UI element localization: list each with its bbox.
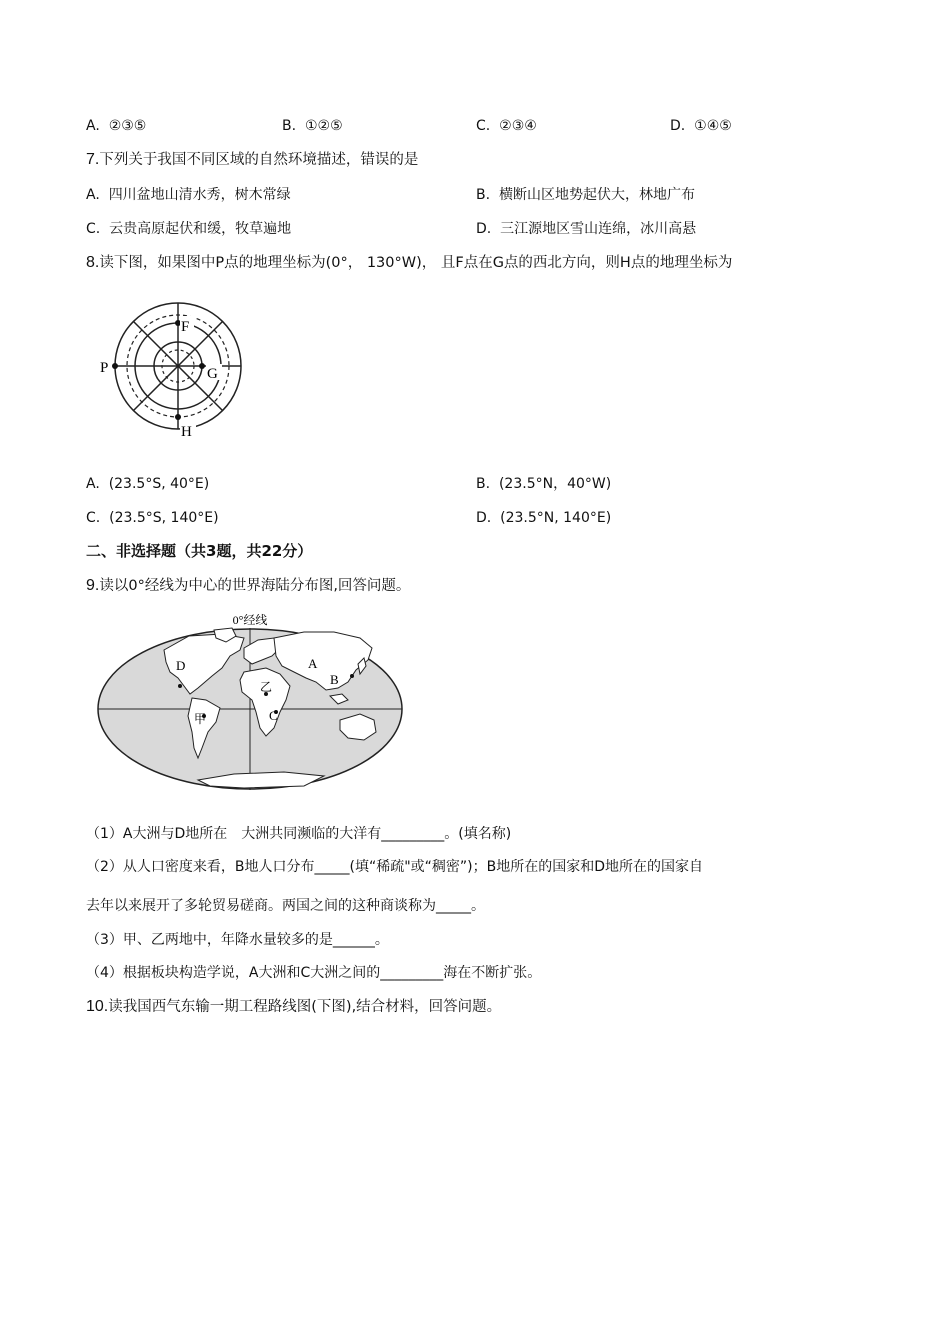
option-text: 三江源地区雪山连绵，冰川高悬: [500, 221, 697, 237]
q9-stem: [86, 576, 410, 596]
option-text: 云贵高原起伏和缓，牧草遍地: [109, 221, 292, 237]
label-h: H: [181, 424, 192, 440]
q6-option-c[interactable]: [476, 116, 537, 136]
option-text: 四川盆地山清水秀，树木常绿: [108, 187, 291, 203]
q7-option-b[interactable]: [476, 185, 695, 205]
option-text: (23.5°N, 140°E): [500, 510, 612, 526]
option-text: (23.5°S, 140°E): [109, 510, 219, 526]
world-map-figure: [94, 608, 414, 796]
option-letter: C.: [86, 221, 101, 237]
option-text: ②③⑤: [108, 118, 147, 134]
option-letter: A.: [86, 476, 100, 492]
q7-option-d[interactable]: [476, 219, 696, 239]
option-letter: A.: [86, 118, 100, 134]
q9-sub-4: （4）根据板块构造学说，A大洲和C大洲之间的_________海在不断扩张。: [86, 965, 542, 981]
q8-option-c[interactable]: [86, 508, 219, 528]
option-letter: B.: [476, 187, 491, 203]
label-yi: 乙: [260, 680, 273, 694]
question-number: 10.: [86, 998, 109, 1015]
q8-stem: [86, 253, 732, 273]
option-text: ②③④: [499, 118, 537, 134]
question-text: 读下图，如果图中P点的地理坐标为(0°， 130°W)， 且F点在G点的西北方向，则H点的地理坐标为: [99, 255, 733, 271]
label-c: C: [269, 708, 278, 723]
label-f: F: [181, 319, 190, 335]
question-text: 读以0°经线为中心的世界海陆分布图,回答问题。: [99, 578, 411, 594]
q6-option-d[interactable]: [670, 116, 732, 136]
q7-stem: [86, 150, 418, 170]
polar-projection-figure: [96, 296, 256, 446]
option-text: ①②⑤: [304, 118, 343, 134]
option-letter: B.: [476, 476, 491, 492]
option-letter: D.: [476, 510, 492, 526]
q6-option-b[interactable]: [282, 116, 343, 136]
question-text: 下列关于我国不同区域的自然环境描述，错误的是: [99, 152, 419, 168]
q8-option-b[interactable]: [476, 474, 611, 494]
option-text: (23.5°S, 40°E): [108, 476, 210, 492]
q10-stem: [86, 997, 501, 1017]
q6-option-a[interactable]: [86, 116, 146, 136]
label-d: D: [176, 658, 186, 673]
section-heading: 二、非选择题（共3题，共22分）: [86, 542, 313, 560]
option-letter: D.: [670, 118, 686, 134]
label-a: A: [308, 656, 318, 671]
q8-option-d[interactable]: [476, 508, 611, 528]
question-number: 9.: [86, 577, 100, 594]
q9-sub-1: （1）A大洲与D地所在 大洲共同濒临的大洋有_________。(填名称): [86, 826, 512, 842]
option-letter: B.: [282, 118, 297, 134]
option-letter: D.: [476, 221, 492, 237]
option-letter: A.: [86, 187, 100, 203]
q9-sub-2: （2）从人口密度来看，B地人口分布_____(填“稀疏"或“稠密”)；B地所在的国家和D地所在的国家自: [86, 859, 704, 875]
q7-option-a[interactable]: [86, 185, 291, 205]
option-letter: C.: [476, 118, 491, 134]
q9-sub-3: （3）甲、乙两地中，年降水量较多的是______。: [86, 932, 389, 948]
option-text: (23.5°N，40°W): [498, 476, 612, 492]
q9-sub-2-cont: 去年以来展开了多轮贸易磋商。两国之间的这种商谈称为_____。: [86, 898, 485, 914]
question-number: 7.: [86, 151, 100, 168]
label-b: B: [330, 672, 339, 687]
option-text: ①④⑤: [694, 118, 732, 134]
option-text: 横断山区地势起伏大，林地广布: [498, 187, 695, 203]
q7-option-c[interactable]: [86, 219, 291, 239]
label-g: G: [207, 366, 218, 382]
question-number: 8.: [86, 254, 100, 271]
q8-option-a[interactable]: [86, 474, 209, 494]
question-text: 读我国西气东输一期工程路线图(下图),结合材料，回答问题。: [108, 999, 502, 1015]
label-jia: 甲: [194, 712, 207, 726]
label-p: P: [100, 360, 109, 376]
label-meridian: 0°经线: [232, 613, 268, 627]
option-letter: C.: [86, 510, 101, 526]
